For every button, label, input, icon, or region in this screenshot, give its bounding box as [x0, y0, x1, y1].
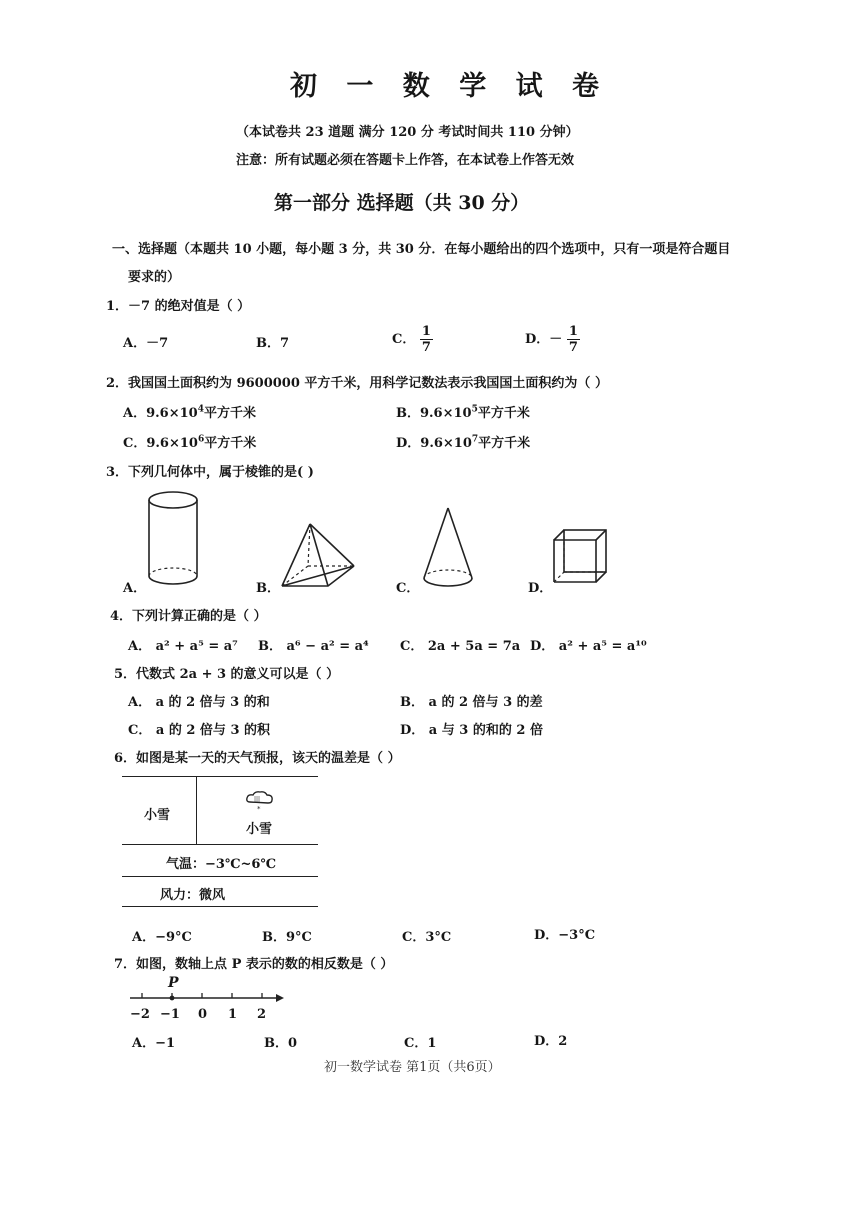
q7-stem: 7．如图，数轴上点 P 表示的数的相反数是（ ）	[114, 957, 394, 972]
q2-d-unit: 平方千米	[478, 436, 531, 451]
snow-cloud-icon	[244, 790, 276, 812]
page-footer: 初一数学试卷 第1页（共6页）	[324, 1060, 501, 1075]
q4-option-a: A． a² + a⁵ = a⁷	[128, 639, 238, 654]
q6-option-c: C．3°C	[402, 930, 452, 945]
q1-option-c-fraction	[420, 324, 433, 355]
q5-option-c: C． a 的 2 倍与 3 的积	[128, 723, 271, 738]
svg-text:|||: |||	[254, 796, 261, 803]
point-p-label: P	[168, 975, 179, 991]
q2-b-base: B．9.6×10	[396, 406, 472, 421]
q3-stem: 3．下列几何体中，属于棱锥的是( )	[106, 465, 314, 480]
q2-c-exponent: 6	[197, 434, 205, 445]
cube-figure	[550, 526, 612, 588]
q3-option-a: A．	[123, 581, 147, 596]
q1-c-numerator: 1	[421, 324, 431, 339]
q6-option-b: B．9°C	[262, 930, 312, 945]
q1-d-numerator: 1	[568, 324, 578, 339]
tick-label-0: 0	[198, 1007, 208, 1022]
q2-a-unit: 平方千米	[203, 406, 256, 421]
q2-a-base: A．9.6×10	[123, 406, 198, 421]
q2-b-exponent: 5	[471, 404, 478, 415]
q6-option-d: D．−3°C	[534, 928, 596, 943]
exam-notice: 注意：所有试题必须在答题卡上作答，在本试卷上作答无效	[236, 153, 575, 168]
q2-option-b	[396, 402, 530, 421]
weather-left-label: 小雪	[144, 808, 171, 823]
tick-label-1: 1	[228, 1007, 238, 1022]
q5-stem: 5．代数式 2a + 3 的意义可以是（ ）	[114, 667, 340, 682]
page-title: 初 一 数 学 试 卷	[290, 71, 609, 102]
instructions-line1: 一、选择题（本题共 10 小题，每小题 3 分，共 30 分．在每小题给出的四个选项中，只有一项是符合题目	[112, 242, 731, 257]
q1-option-a: A．－7	[123, 336, 169, 351]
q5-option-d: D． a 与 3 的和的 2 倍	[400, 723, 543, 738]
q2-b-unit: 平方千米	[477, 406, 530, 421]
q2-a-exponent: 4	[197, 404, 204, 415]
cylinder-figure	[140, 488, 206, 592]
tick-label-neg2: −2	[130, 1007, 150, 1022]
q2-c-unit: 平方千米	[204, 436, 257, 451]
q1-option-c-label: C．	[392, 332, 416, 347]
q2-option-c	[123, 432, 256, 451]
q2-c-base: C．9.6×10	[123, 436, 198, 451]
q7-option-d: D．2	[534, 1034, 568, 1049]
q5-option-b: B． a 的 2 倍与 3 的差	[400, 695, 543, 710]
table-divider	[196, 776, 197, 844]
q1-c-denominator: 7	[421, 340, 431, 355]
table-line-3	[122, 876, 318, 877]
q3-option-b: B．	[256, 581, 280, 596]
q2-option-a	[123, 402, 256, 421]
q5-option-a: A． a 的 2 倍与 3 的和	[128, 695, 270, 710]
q4-stem: 4．下列计算正确的是（ ）	[110, 609, 267, 624]
q6-option-a: A．−9°C	[132, 930, 192, 945]
q4-option-c: C． 2a + 5a = 7a	[400, 639, 521, 654]
part1-title: 第一部分 选择题（共 30 分）	[274, 192, 530, 214]
q1-option-b: B．7	[256, 336, 290, 351]
wind-row: 风力：微风	[160, 888, 226, 903]
q2-d-exponent: 7	[471, 434, 479, 445]
q1-option-c	[392, 324, 433, 355]
q7-option-c: C．1	[404, 1036, 437, 1051]
pyramid-figure	[276, 520, 360, 592]
q1-option-d-fraction	[567, 324, 580, 355]
q2-d-base: D．9.6×10	[396, 436, 472, 451]
q1-option-d-label: D．－	[525, 332, 563, 347]
q7-option-b: B．0	[264, 1036, 298, 1051]
instructions-line2: 要求的）	[128, 270, 181, 285]
cone-figure	[418, 506, 478, 592]
q4-option-b: B． a⁶ − a² = a⁴	[258, 639, 369, 654]
q1-d-denominator: 7	[568, 340, 578, 355]
q2-stem: 2．我国国土面积约为 9600000 平方千米，用科学记数法表示我国国土面积约为（ ）	[106, 376, 608, 391]
exam-info: （本试卷共 23 道题 满分 120 分 考试时间共 110 分钟）	[236, 125, 579, 140]
svg-text:*: *	[257, 805, 261, 813]
weather-right-label: 小雪	[246, 822, 273, 837]
table-top-line	[122, 776, 318, 777]
q7-option-a: A．−1	[132, 1036, 176, 1051]
table-bottom-line	[122, 906, 318, 907]
q3-option-d: D．	[528, 581, 553, 596]
q4-option-d: D． a² + a⁵ = a¹⁰	[530, 639, 647, 654]
temperature-row: 气温：−3℃~6℃	[166, 857, 277, 872]
q1-stem: 1．－7 的绝对值是（ ）	[106, 299, 251, 314]
q6-stem: 6．如图是某一天的天气预报，该天的温差是（ ）	[114, 751, 401, 766]
tick-label-2: 2	[257, 1007, 267, 1022]
q1-option-d	[525, 324, 580, 355]
q3-option-c: C．	[396, 581, 420, 596]
q2-option-d	[396, 432, 530, 451]
tick-label-neg1: −1	[160, 1007, 180, 1022]
table-line-2	[122, 844, 318, 845]
number-line	[126, 976, 286, 1006]
